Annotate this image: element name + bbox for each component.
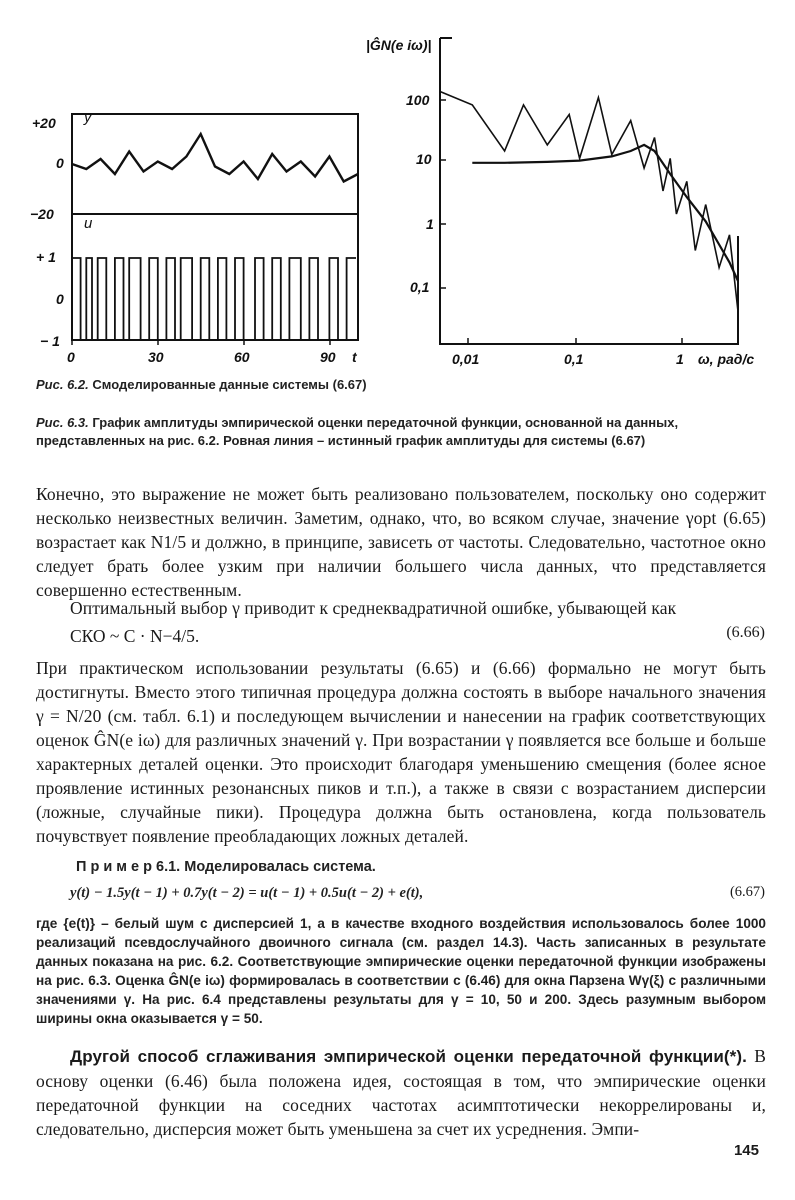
page-number: 145	[733, 1142, 759, 1159]
u-tick-minus1: − 1	[40, 333, 60, 349]
w-tick-0-01: 0,01	[452, 351, 480, 367]
x-axis-label-t: t	[352, 349, 357, 365]
fig62-caption	[36, 376, 768, 394]
u-tick-0: 0	[56, 291, 64, 307]
x-tick-60: 60	[234, 349, 250, 365]
figure-6-2	[0, 90, 380, 390]
g-tick-1: 1	[426, 216, 434, 232]
figure-6-3	[366, 10, 795, 370]
example-label: П р и м е р 6.1.	[76, 859, 181, 875]
u-tick-plus1: + 1	[36, 249, 56, 265]
y-signal-line	[72, 134, 358, 182]
equation-6-66: СКО ~ C · N−4/5.	[70, 626, 200, 646]
w-tick-0-1: 0,1	[564, 351, 584, 367]
y-tick-minus20: −20	[30, 206, 54, 222]
x-tick-30: 30	[148, 349, 164, 365]
fig63-caption-label: Рис. 6.3.	[36, 415, 89, 430]
g-tick-100: 100	[406, 92, 430, 108]
g-tick-0-1: 0,1	[410, 279, 430, 295]
paragraph-1: Конечно, это выражение не может быть реализовано пользователем, поскольку оно содержит несколько неизвестных величин. Заметим, однако, что, во всяком случае, значение γopt (6.65) возрастает как N1/5 и должно, в принципе, зависеть от частоты. Следовательно, частотное окно следует брать более узким при наличии большего числа данных, что представляется совершенно естественным.	[36, 484, 766, 600]
fig62-caption-label: Рис. 6.2.	[36, 377, 89, 392]
fig63-caption-line2: представленных на рис. 6.2. Ровная линия – истинный график амплитуды для системы (6.67)	[36, 433, 646, 448]
y-tick-plus20: +20	[32, 115, 56, 131]
equation-6-66-number: (6.66)	[726, 624, 765, 641]
fig62-caption-text: Смоделированные данные системы (6.67)	[92, 377, 367, 392]
x-tick-90: 90	[320, 349, 336, 365]
equation-6-67: y(t) − 1.5y(t − 1) + 0.7y(t − 2) = u(t − 1) + 0.5u(t − 2) + e(t),	[70, 885, 424, 901]
w-axis-label: ω, рад/с	[698, 351, 755, 367]
section-run-in-heading: Другой способ сглаживания эмпирической оценки передаточной функции(*).	[70, 1047, 747, 1066]
paragraph-4: где {e(t)} – белый шум с дисперсией 1, а в качестве входного воздействия использовалось более 1000 реализаций псевдослучайного двоичного сигнала (см. раздел 14.3). Часть записанных в результате данных показана на рис. 6.2. Соответствующие эмпирические оценки передаточной функции изображены на рис. 6.3. Оценка ĜN(e iω) формировалась в соответствии с (6.46) для окна Парзена Wγ(ξ) с различными значениями γ. На рис. 6.4 представлены результаты для γ = 10, 50 и 200. Здесь разумным выбором ширины окна оказывается γ = 50.	[36, 916, 766, 1026]
equation-6-67-number: (6.67)	[729, 884, 765, 900]
empirical-estimate-line	[440, 92, 738, 312]
g-tick-10: 10	[416, 151, 432, 167]
u-axis-label: u	[84, 215, 93, 232]
x-tick-0: 0	[67, 349, 75, 365]
y-tick-0: 0	[56, 155, 64, 171]
u-signal-line	[72, 258, 356, 340]
fig63-axes	[440, 38, 738, 344]
example-header	[76, 858, 766, 877]
w-tick-1: 1	[676, 351, 684, 367]
paragraph-5-text: В основу оценки (6.46) была положена идея, состоящая в том, что эмпирические оценки передаточной функции на соседних частотах асимптотически некоррелированы и, следовательно, дисперсия может быть уменьшена за счет их усреднения. Эмпи-	[36, 1046, 766, 1139]
example-text: Моделировалась система.	[184, 859, 376, 875]
fig63-caption	[36, 414, 768, 450]
g-axis-label: |Ĝ̂N(e iω)|	[366, 37, 432, 53]
y-axis-label: y	[84, 109, 92, 126]
paragraph-2: Оптимальный выбор γ приводит к среднеквадратичной ошибке, убывающей как	[70, 598, 677, 618]
paragraph-5	[36, 1044, 766, 1141]
true-amplitude-line	[472, 145, 738, 281]
fig63-caption-line1: График амплитуды эмпирической оценки передаточной функции, основанной на данных,	[92, 415, 679, 430]
paragraph-3: При практическом использовании результаты (6.65) и (6.66) формально не могут быть достигнуты. Вместо этого типичная процедура должна состоять в выборе начального значения γ = N/20 (см. табл. 6.1) и последующем вычислении и нанесении на график соответствующих оценок ĜN(e iω) для различных значений γ. При возрастании γ появляется все больше и больше характерных деталей оценки. Это происходит благодаря уменьшению смещения (более ясное проявление истинных резонансных пиков и т.п.), а также в связи с возрастанием дисперсии (ложные, случайные пики). Процедура должна быть остановлена, когда пользователь почувствует появление преобладающих ложных деталей.	[36, 658, 766, 846]
